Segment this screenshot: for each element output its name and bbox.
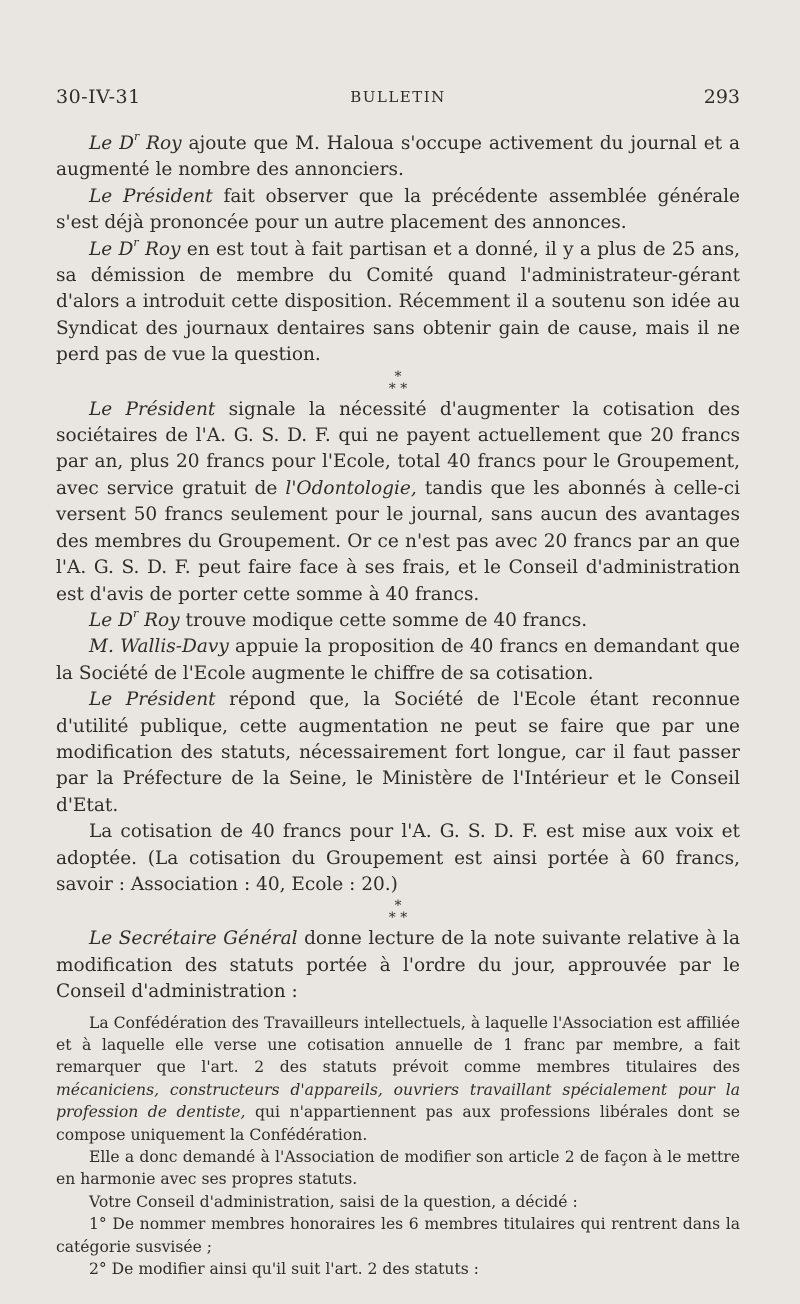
issue-date: 30-IV-31 xyxy=(56,86,141,108)
speaker: Le Président xyxy=(89,689,216,711)
note-paragraph: La Confédération des Travailleurs intellectuels, à laquelle l'Association est affiliée et à laquelle elle verse une cotisation annuelle de 1 franc par membre, a fait remarquer que l'art. 2 des statuts prévoit comme membres titulaires des mécaniciens, constructeurs d'appareils, ouvriers travaillant spécialement pour la profession de dentiste, qui n'appartiennent pas aux professions libérales dont se compose uniquement la Confédération. xyxy=(56,1013,740,1144)
paragraph: Le Président fait observer que la précédente assemblée générale s'est déjà prononcée pour un autre placement des annonces. xyxy=(56,185,741,234)
paragraph: Le $D^r$ Roy en est tout à fait partisan et a donné, il y a plus de 25 ans, sa démission de membre du Comité quand l'administrateur-gérant d'alors a introduit cette disposition. Récemment il a soutenu son idée au Syndicat des journaux dentaires sans obtenir gain de cause, mais il ne perd pas de vue la question. xyxy=(56,235,740,366)
bulletin-title: BULLETIN xyxy=(350,88,446,106)
paragraph: Le Secrétaire Général donne lecture de la note suivante relative à la modification des statuts portée à l'ordre du jour, approuvée par le Conseil d'administration : xyxy=(56,928,740,1003)
asterism-separator: * * * xyxy=(388,898,408,927)
member-categories: mécaniciens, constructeurs d'appareils, ouvriers travaillant spécialement pour la profession de dentiste, xyxy=(56,1080,740,1122)
speaker: Le Président xyxy=(89,185,213,207)
asterism-separator: * * * xyxy=(388,368,408,397)
paragraph: M. Wallis-Davy appuie la proposition de 40 francs en demandant que la Société de l'Ecole augmente le chiffre de sa cotisation. xyxy=(56,636,741,684)
speaker: Le $D^r$ Roy xyxy=(89,235,181,260)
speaker: Le $D^r$ Roy xyxy=(89,130,182,154)
speaker: Le $D^r$ Roy xyxy=(89,606,180,631)
running-header xyxy=(56,86,740,118)
note-paragraph: Elle a donc demandé à l'Association de modifier son article 2 de façon à le mettre en harmonie avec ses propres statuts. xyxy=(56,1148,740,1189)
paragraph: Le Président signale la nécessité d'augmenter la cotisation des sociétaires de l'A. G. S. D. F. qui ne payent actuellement que 20 francs par an, plus 20 francs pour l'Ecole, total 40 francs pour le Groupement, avec service gratuit de l'Odontologie, tandis que les abonnés à celle-ci versent 50 francs seulement pour le journal, sans aucun des avantages des membres du Groupement. Or ce n'est pas avec 20 francs par an que l'A. G. S. D. F. peut faire face à ses frais, et le Conseil d'administration est d'avis de porter cette somme à 40 francs. xyxy=(56,398,741,605)
note-paragraph: 2° De modifier ainsi qu'il suit l'art. 2 des statuts : xyxy=(89,1260,479,1279)
paragraph: Le Président répond que, la Société de l'Ecole étant reconnue d'utilité publique, cette augmentation ne peut se faire que par une modification des statuts, nécessairement fort longue, car il faut passer par la Préfecture de la Seine, le Ministère de l'Intérieur et le Conseil d'Etat. xyxy=(56,689,740,816)
page-number: 293 xyxy=(703,86,740,108)
paragraph: Le $D^r$ Roy ajoute que M. Haloua s'occupe activement du journal et a augmenté le nombre des annonciers. xyxy=(56,130,740,181)
minutes-text xyxy=(56,131,740,1280)
paragraph: La cotisation de 40 francs pour l'A. G. S. D. F. est mise aux voix et adoptée. (La cotisation du Groupement est ainsi portée à 60 francs, savoir : Association : 40, Ecole : 20.) xyxy=(56,821,740,895)
journal-title: l'Odontologie, xyxy=(285,477,417,499)
speaker: Le Secrétaire Général xyxy=(89,928,298,950)
speaker: Le Président xyxy=(89,398,216,420)
speaker: M. Wallis-Davy xyxy=(89,636,229,658)
note-paragraph: Votre Conseil d'administration, saisi de la question, a décidé : xyxy=(89,1192,578,1211)
note-paragraph: 1° De nommer membres honoraires les 6 membres titulaires qui rentrent dans la catégorie susvisée ; xyxy=(56,1215,740,1256)
paragraph: Le $D^r$ Roy trouve modique cette somme de 40 francs. xyxy=(89,606,588,631)
quoted-note xyxy=(56,1012,740,1281)
